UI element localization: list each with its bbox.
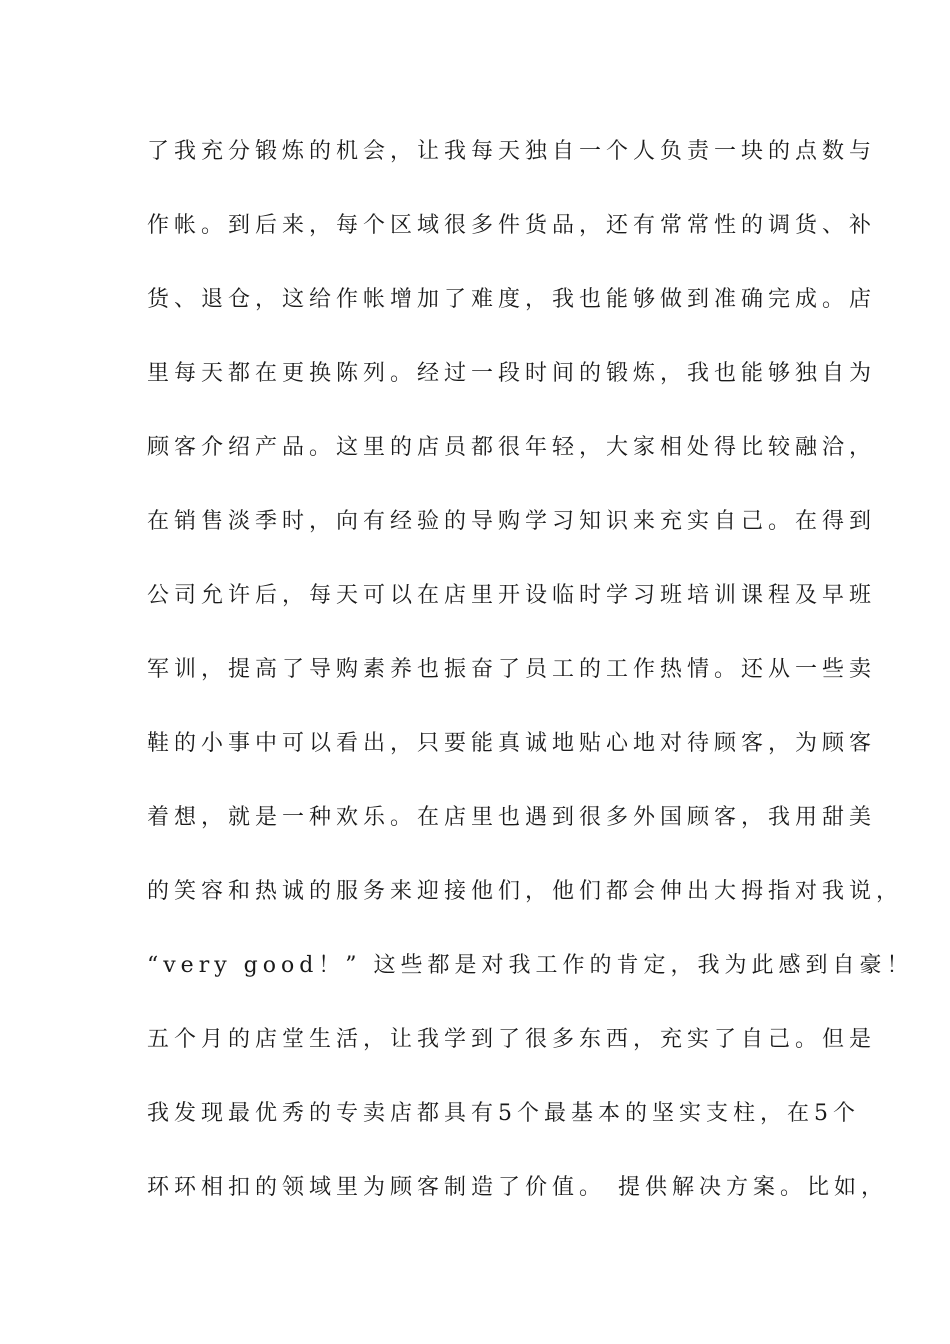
- text-line-8: 军训，提高了导购素养也振奋了员工的工作热情。还从一些卖: [147, 657, 877, 682]
- text-line-11: 的笑容和热诚的服务来迎接他们，他们都会伸出大拇指对我说，: [147, 879, 904, 904]
- text-line-15: 环环相扣的领域里为顾客制造了价值。 提供解决方案。比如，: [147, 1175, 888, 1200]
- text-line-14: 我发现最优秀的专卖店都具有5个最基本的坚实支柱，在5个: [147, 1101, 860, 1126]
- text-line-6: 在销售淡季时，向有经验的导购学习知识来充实自己。在得到: [147, 509, 877, 534]
- text-line-1: 了我充分锻炼的机会，让我每天独自一个人负责一块的点数与: [147, 139, 877, 164]
- text-line-3: 货、退仓，这给作帐增加了难度，我也能够做到准确完成。店: [147, 287, 877, 312]
- text-line-2: 作帐。到后来，每个区域很多件货品，还有常常性的调货、补: [147, 213, 877, 238]
- text-line-13: 五个月的店堂生活，让我学到了很多东西，充实了自己。但是: [147, 1027, 877, 1052]
- text-line-4: 里每天都在更换陈列。经过一段时间的锻炼，我也能够独自为: [147, 361, 877, 386]
- text-line-12: “very good！” 这些都是对我工作的肯定，我为此感到自豪！: [147, 953, 914, 978]
- text-line-5: 顾客介绍产品。这里的店员都很年轻，大家相处得比较融洽，: [147, 435, 877, 460]
- body-text: [147, 130, 914, 1240]
- text-line-9: 鞋的小事中可以看出，只要能真诚地贴心地对待顾客，为顾客: [147, 731, 877, 756]
- text-line-10: 着想，就是一种欢乐。在店里也遇到很多外国顾客，我用甜美: [147, 805, 877, 830]
- text-line-7: 公司允许后，每天可以在店里开设临时学习班培训课程及早班: [147, 583, 877, 608]
